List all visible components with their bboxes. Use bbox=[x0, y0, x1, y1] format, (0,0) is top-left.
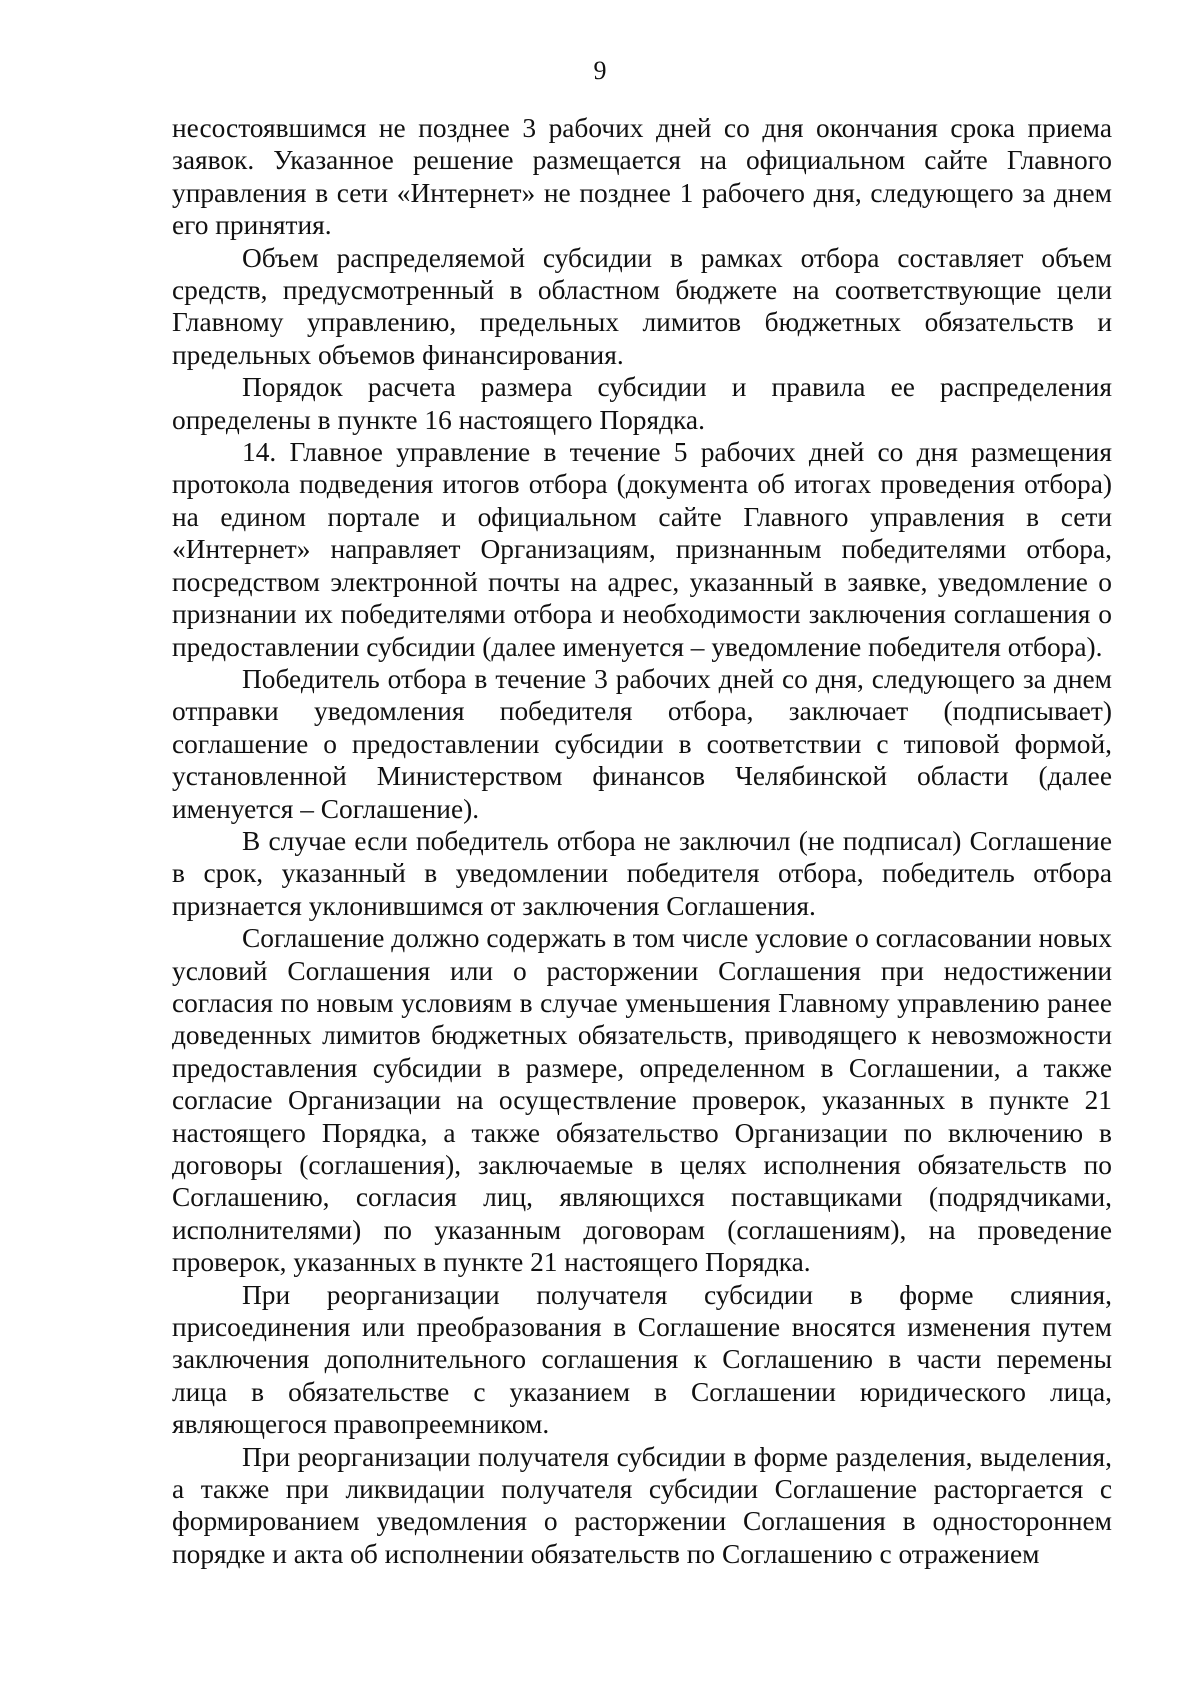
paragraph-reorganization-merger: При реорганизации получателя субсидии в форме слияния, присоединения или преобразования в Соглашение вносятся изменения путем заключения дополнительного соглашения к Соглашению в части перемены лица в обязательстве с указанием в Соглашении юридического лица, являющегося правопреемником. bbox=[172, 1279, 1112, 1440]
paragraph-calculation-order: Порядок расчета размера субсидии и правила ее распределения определены в пункте 16 настоящего Порядка. bbox=[172, 372, 1112, 435]
paragraph-agreement-content: Соглашение должно содержать в том числе условие о согласовании новых условий Соглашения или о расторжении Соглашения при недостижении согласия по новым условиям в случае уменьшения Главному управлению ранее доведенных лимитов бюджетных обязательств, приводящего к невозможности предоставления субсидии в размере, определенном в Соглашении, а также согласие Организации на осуществление проверок, указанных в пункте 21 настоящего Порядка, а также обязательство Организации по включению в договоры (соглашения), заключаемые в целях исполнения обязательств по Соглашению, согласия лиц, являющихся поставщиками (подрядчиками, исполнителями) по указанным договорам (соглашениям), на проведение проверок, указанных в пункте 21 настоящего Порядка. bbox=[172, 923, 1112, 1278]
paragraph-subsidy-volume: Объем распределяемой субсидии в рамках отбора составляет объем средств, предусмотренный в областном бюджете на соответствующие цели Главному управлению, предельных лимитов бюджетных обязательств и предельных объемов финансирования. bbox=[172, 242, 1112, 370]
paragraph-winner-evasion: В случае если победитель отбора не заключил (не подписал) Соглашение в срок, указанный в уведомлении победителя отбора, победитель отбора признается уклонившимся от заключения Соглашения. bbox=[172, 825, 1112, 921]
paragraph-reorganization-division: При реорганизации получателя субсидии в форме разделения, выделения, а также при ликвидации получателя субсидии Соглашение расторгается с формированием уведомления о расторжении Соглашения в одностороннем порядке и акта об исполнении обязательств по Соглашению с отражением bbox=[172, 1441, 1112, 1569]
document-body bbox=[172, 112, 1112, 1570]
paragraph-item-14: 14. Главное управление в течение 5 рабочих дней со дня размещения протокола подведения итогов отбора (документа об итогах проведения отбора) на едином портале и официальном сайте Главного управления в сети «Интернет» направляет Организациям, признанным победителями отбора, посредством электронной почты на адрес, указанный в заявке, уведомление о признании их победителями отбора и необходимости заключения соглашения о предоставлении субсидии (далее именуется – уведомление победителя отбора). bbox=[172, 437, 1112, 662]
paragraph-continuation: несостоявшимся не позднее 3 рабочих дней со дня окончания срока приема заявок. Указанное решение размещается на официальном сайте Главного управления в сети «Интернет» не позднее 1 рабочего дня, следующего за днем его принятия. bbox=[172, 113, 1112, 241]
paragraph-winner-agreement: Победитель отбора в течение 3 рабочих дней со дня, следующего за днем отправки уведомления победителя отбора, заключает (подписывает) соглашение о предоставлении субсидии в соответствии с типовой формой, установленной Министерством финансов Челябинской области (далее именуется – Соглашение). bbox=[172, 663, 1112, 824]
page-number: 9 bbox=[593, 56, 607, 85]
